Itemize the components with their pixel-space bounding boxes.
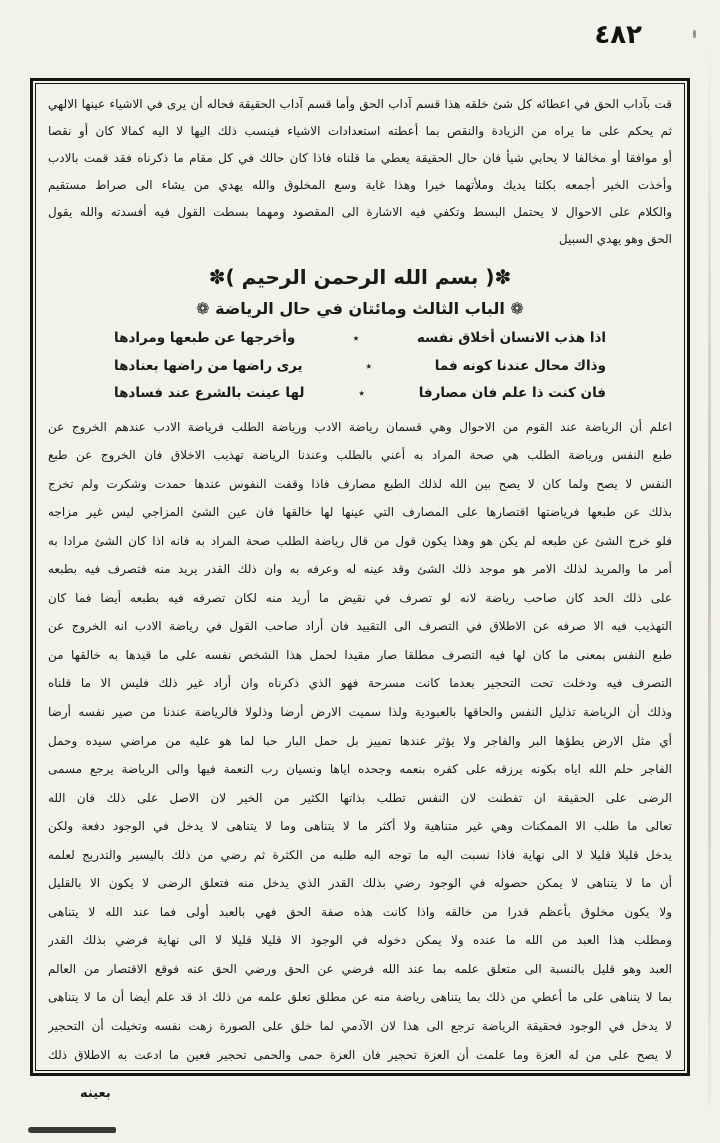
- verse-separator-icon: ٭: [352, 331, 360, 345]
- text-line: اعلم أن الرياضة عند القوم من الاحوال وهي قسمان رياضة الادب ورياضة الطلب فرياضة الادب عندهم الخروج عن: [48, 419, 672, 434]
- text-line: لا يدخل في الوجود فحقيقة الرياضة ترجع الى هذا لان الآدمي لما خلق على الصورة زهت نفسه وتخيلت أن التحجير: [48, 1018, 672, 1033]
- text-line: تعالى ما طلب الا الممكنات وهي غير متناهية ولا أكثر ما لا يتناهى وما لا يتناهى لا يدخل في الوجود دفعة ولكن: [48, 819, 672, 834]
- chapter-title: ❁ الباب الثالث ومائتان في حال الرياضة ❁: [196, 299, 524, 318]
- text-line: النفس لا يصح ولما كان لا يصح بين الله لذلك الطبع مصارف فاذا وقفت النفوس عندها حمدت وشكرت ولم تخرج: [48, 476, 672, 491]
- hemistich-first: اذا هذب الانسان أخلاق نفسه: [416, 330, 606, 346]
- verse-separator-icon: ٭: [365, 358, 372, 373]
- text-line: يدخل قليلا قليلا لا الى نهاية فاذا نسبت اليه ما توجه اليه طلبه من الكثرة ثم رضي من ذلك باليسير والتدريج لعلمه: [48, 847, 672, 862]
- text-line: قت بآداب الحق في اعطائه كل شئ خلقه هذا قسم آداب الحق وأما قسم آداب الحقيقة فحاله أن يرى في الاشياء عينها الالهي: [48, 97, 672, 111]
- text-line: طبع النفس ورياضة الطلب هي صحة المراد به أعني بالطلب وعندنا الرياضة تهذيب الاخلاق فان الخروج عن طبع: [48, 448, 672, 463]
- hemistich-second: لها عينت بالشرع عند فسادها: [114, 385, 305, 401]
- text-line: وذلك أن الرياضة تذليل النفس والحاقها بالعبودية ولذا سميت الارض أرضا وذلولا فالرياضة عندنا من صير نفسه أرضا: [48, 704, 672, 719]
- text-line: طبع النفس بمعنى ما كان لها فيه التصرف مطلقا صار مقيدا لحمل هذا الشخص نفسه على ما قيدها به خالقها من: [48, 647, 672, 662]
- text-line: لا يصح على من له العزة وما علمت أن العزة تحجير فان العزة حمى والحمى تحجير فعين ما ادعت به الاطلاق ذلك: [48, 1047, 672, 1062]
- hemistich-second: وأخرجها عن طبعها ومرادها: [114, 330, 296, 346]
- catchword: بعينه: [80, 1086, 111, 1101]
- text-frame: [35, 83, 685, 1071]
- verse-line: [114, 325, 606, 353]
- text-line: الرضى على الحقيقة ان تفطنت لان النفس تطلب بذاتها الكثير من الخير لان الاصل على ذلك فان الله: [48, 790, 672, 805]
- text-line: بذلك عن طبعها فرياضتها اقتصارها على المصارف التي عينها لها خالقها فان عين الشئ المزاجي ليس غير مزاجه: [48, 505, 672, 520]
- text-line: أي مثل الارض يطؤها البر والفاجر ولا يؤثر عندها تمييز بل حمل البار حبا لما هو عليه من مراضي سيده وحمل: [48, 733, 672, 748]
- text-line: التهذيب فيه الا صرفه عن الاطلاق في التصرف الى التقييد فان أراد صاحب القول في رياضة الادب انه الخروج عن: [48, 619, 672, 634]
- text-line: الحق وهو يهدي السبيل: [558, 232, 672, 246]
- scan-speck-artifact: [693, 30, 696, 38]
- verse-line: [114, 380, 606, 408]
- text-line: ومطلب هذا العبد من الله ما عنده ولا يمكن دخوله في الوجود الا قليلا قليلا لا الى نهاية فرضي بذلك القدر: [48, 933, 672, 948]
- text-line: وأخذت الخير أجمعه بكلتا يديك وملأتهما خيرا وهذا غاية وسع المخلوق والله يهدي من يشاء الى صراط مستقيم: [48, 178, 672, 192]
- text-line: أمر ما والمريد لذلك الامر هو موجد ذلك الشئ وقد عينه له وعرفه به وان ذلك القدر يريد منه فتصرف فيه بطبعه: [48, 562, 672, 577]
- text-line: العبد وهو قليل بالنسبة الى متعلق علمه بما عند الله فرضي عن الحق ورضي الحق عنه فوقع الاقتصار من العالم: [48, 961, 672, 976]
- intro-paragraph: [48, 91, 672, 253]
- scan-edge-artifact: [708, 36, 711, 1106]
- verse-line: [114, 353, 606, 381]
- text-line: التصرف فيه ودخلت تحت التحجير بعدما كانت مسرحة فهو الذي ذكرناه وان أراد غير ذلك فليس الا ما قلناه: [48, 676, 672, 691]
- text-line: أو موافقا أو مخالفا لا يحابي شيأ فان حال الحقيقة يعطي ما قلناه فاذا كان حالك في كل مقام ما ذكرناه فقد قمت بالادب: [48, 151, 672, 165]
- text-frame-border: [30, 78, 690, 1076]
- text-line: ثم يحكم على ما يراه من الزيادة والنقص بما أعطته استعدادات الاشياء فينسب ذلك اليها لا اليه كمالا كان أو نقصا: [48, 124, 672, 138]
- hemistich-second: يرى راضها من راضها بعنادها: [114, 357, 303, 374]
- text-line: والكلام على الاحوال لا يحتمل البسط وتكفي فيه الاشارة الى المقصود ومهما بسطت القول فيه أفسدته والله يقول: [48, 205, 672, 219]
- scan-smudge-artifact: [28, 1127, 116, 1133]
- text-line: بما لا يتناهى على ما أعطي من ذلك بما يتناهى رياضة منه عن مطلق تعلق علمه من ذلك اذ قد علم أيضا أن ما لا يتناهى: [48, 990, 672, 1005]
- hemistich-first: فان كنت ذا علم فان مصارفا: [418, 385, 606, 401]
- hemistich-first: وذاك محال عندنا كونه فما: [434, 357, 606, 374]
- text-line: ولا يكون مخلوق بأعظم قدرا من خالقه واذا كانت هذه صفة الحق فهي بالعبد أولى فما عند الله لا يتناهى: [48, 904, 672, 919]
- body-paragraph: [48, 413, 672, 1070]
- text-line: الفاجر حلم الله اياه بكونه يرزقه على كفره بنعمه وجحده اياها ونسيان رب النعمة فيها والى الرياضة يرجع مسمى: [48, 762, 672, 777]
- verse-block: [114, 325, 606, 408]
- text-line: أن ما لا يتناهى لا يمكن حصوله في الوجود رضي بذلك القدر الذي يدخل منه فتعلق الرضى لا يكون الا بالقليل: [48, 876, 672, 891]
- basmala-heading: ✽( بسم الله الرحمن الرحيم )✽: [208, 265, 512, 289]
- verse-separator-icon: ٭: [358, 386, 365, 400]
- text-line: فلو خرج الشئ عن طبعه لم يكن هو وهذا يكون قول من قال رياضة الطلب صحة المراد به فانه اذا كان الشئ مرادا به: [48, 533, 672, 548]
- page-number: ٤٨٢: [594, 20, 642, 50]
- text-line: على ذلك الحد كان صاحب رياضة لانه لو تصرف في نقيض ما أريد منه لكان تصرفه فيه بطبعه أيضا فما كان: [48, 590, 672, 605]
